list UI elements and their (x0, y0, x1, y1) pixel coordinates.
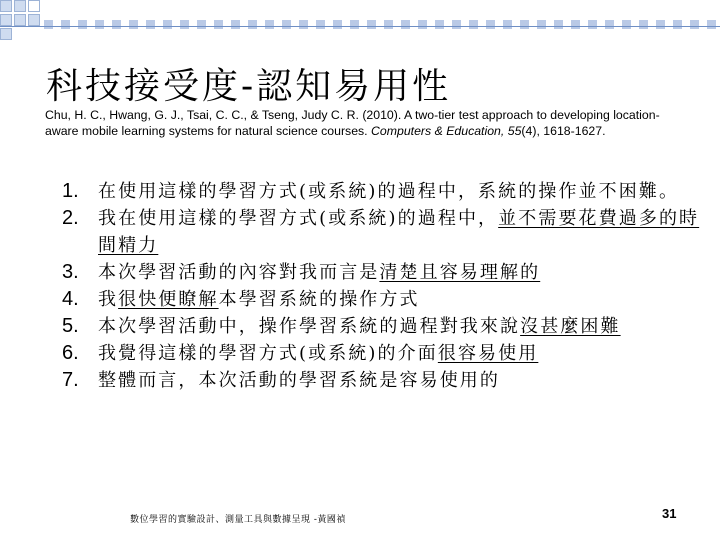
header-square (163, 20, 172, 29)
list-item (62, 367, 714, 394)
header-square (197, 20, 206, 29)
list-item (62, 205, 714, 259)
item-text: 本次學習活動中，操作學習系統的過程對我來說 (98, 316, 521, 337)
header-square (639, 20, 648, 29)
header-square (95, 20, 104, 29)
header-square (350, 20, 359, 29)
header-square (707, 20, 716, 29)
header-square (316, 20, 325, 29)
header-square (537, 20, 546, 29)
header-square (690, 20, 699, 29)
citation-authors: Chu, H. C., Hwang, G. J., Tsai, C. C., & Tseng, Judy C. R. (2010). A two-tier test approach to developing location-aware mobile learning systems for natural science courses. (45, 108, 660, 138)
header-square (44, 20, 53, 29)
item-text: 我 (98, 289, 119, 310)
item-underlined-text: 很容易使用 (437, 343, 539, 364)
header-square (469, 20, 478, 29)
list-item (62, 286, 714, 313)
list-item (62, 313, 714, 340)
header-square (231, 20, 240, 29)
list-item (62, 340, 714, 367)
header-square (401, 20, 410, 29)
header-square (571, 20, 580, 29)
header-square (384, 20, 393, 29)
slide-title: 科技接受度-認知易用性 (46, 66, 452, 107)
header-square (146, 20, 155, 29)
item-number: 5. (62, 315, 79, 337)
header-square (605, 20, 614, 29)
item-text: 本次學習活動的內容對我而言是 (98, 262, 380, 283)
header-square (673, 20, 682, 29)
item-number: 2. (62, 207, 79, 229)
item-underlined-text: 清楚且容易理解的 (379, 262, 541, 283)
item-text: 在使用這樣的學習方式(或系統)的過程中，系統的操作並不困難。 (98, 181, 680, 202)
page-number: 31 (662, 506, 677, 521)
header-squares-bar (0, 20, 720, 30)
header-square (418, 20, 427, 29)
header-square (656, 20, 665, 29)
header-rule (0, 26, 720, 27)
header-square (129, 20, 138, 29)
list-item (62, 259, 714, 286)
item-underlined-text: 沒甚麼困難 (520, 316, 621, 337)
header-square (265, 20, 274, 29)
header-square (452, 20, 461, 29)
header-square (622, 20, 631, 29)
header-square (503, 20, 512, 29)
header-square (180, 20, 189, 29)
list-item (62, 178, 714, 205)
header-square (520, 20, 529, 29)
header-square (112, 20, 121, 29)
item-underlined-text: 很快便瞭解 (118, 289, 219, 310)
header-square (214, 20, 223, 29)
citation (45, 107, 685, 139)
header-square (435, 20, 444, 29)
item-text: 我在使用這樣的學習方式(或系統)的過程中， (98, 208, 499, 229)
item-list (62, 178, 714, 394)
header-square (78, 20, 87, 29)
item-text: 我覺得這樣的學習方式(或系統)的介面 (98, 343, 438, 364)
header-square (554, 20, 563, 29)
citation-pages: (4), 1618-1627. (521, 124, 606, 138)
item-number: 4. (62, 288, 79, 310)
item-number: 7. (62, 369, 79, 391)
header-square (333, 20, 342, 29)
item-underlined-text: 並不需要花費過多的時間精力 (98, 208, 700, 256)
header-square (248, 20, 257, 29)
item-number: 6. (62, 342, 79, 364)
header-square (588, 20, 597, 29)
header-square (282, 20, 291, 29)
footer-text: 數位學習的實驗設計、測量工具與數據呈現 -黃國禎 (130, 515, 346, 525)
header-square (61, 20, 70, 29)
header-square (367, 20, 376, 29)
header-square (299, 20, 308, 29)
citation-journal: Computers & Education, (371, 124, 505, 138)
item-text: 整體而言，本次活動的學習系統是容易使用的 (98, 370, 500, 391)
item-text: 本學習系統的操作方式 (218, 289, 420, 310)
corner-decoration (0, 0, 130, 60)
citation-volume: 55 (504, 124, 522, 138)
header-square (486, 20, 495, 29)
item-number: 1. (62, 180, 79, 202)
item-number: 3. (62, 261, 79, 283)
